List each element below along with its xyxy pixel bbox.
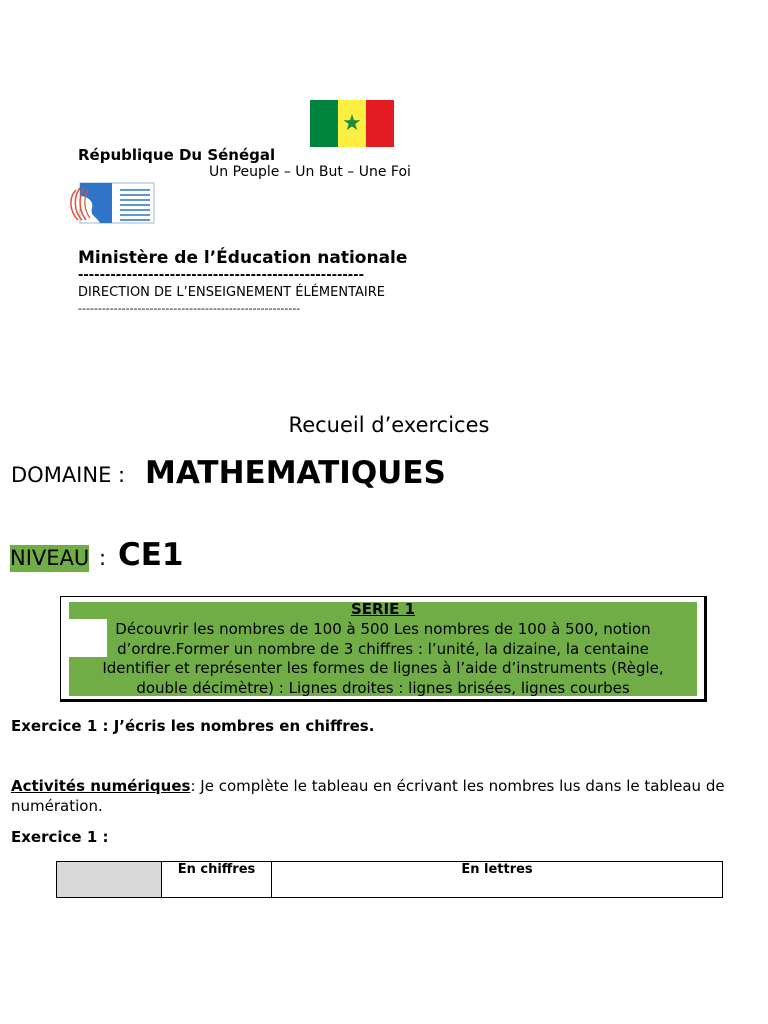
- serie-line: Découvrir les nombres de 100 à 500 Les nombres de 100 à 500, notion: [115, 620, 651, 638]
- niveau-colon: :: [99, 546, 107, 570]
- niveau-label: NIVEAU: [10, 546, 90, 570]
- numeration-table: [56, 861, 723, 898]
- activities-label: Activités numériques: [11, 777, 191, 795]
- table-header-cell: En chiffres: [162, 862, 272, 898]
- document-title: Recueil d’exercices: [288, 413, 490, 437]
- domaine-value: MATHEMATIQUES: [145, 455, 446, 491]
- serie-title: SERIE 1: [350, 600, 416, 618]
- domaine-label: DOMAINE :: [11, 463, 126, 487]
- table-header-cell: En lettres: [272, 862, 723, 898]
- ministry-name: Ministère de l’Éducation nationale: [78, 248, 408, 268]
- activities-paragraph: [11, 776, 756, 816]
- serie-line: d’ordre.Former un nombre de 3 chiffres : l’unité, la dizaine, la centaine: [117, 640, 649, 658]
- national-motto: Un Peuple – Un But – Une Foi: [209, 164, 411, 180]
- flag-star-icon: ★: [342, 111, 362, 136]
- direction-name: DIRECTION DE L’ENSEIGNEMENT ÉLÉMENTAIRE: [78, 285, 385, 300]
- senegal-flag: [310, 100, 394, 147]
- ministry-logo-icon: [70, 182, 156, 226]
- table-header-cell: [57, 862, 162, 898]
- serie-line: Identifier et représenter les formes de lignes à l’aide d’instruments (Règle,: [102, 659, 664, 677]
- activities-text: : Je complète le tableau en écrivant les nombres lus dans le tableau de numération.: [11, 777, 725, 815]
- exercise-heading: Exercice 1 : J’écris les nombres en chiffres.: [11, 717, 375, 735]
- separator-line: -----------------------------------------------------: [78, 268, 364, 283]
- republic-name: République Du Sénégal: [78, 146, 276, 164]
- niveau-value: CE1: [118, 537, 184, 573]
- separator-line: --------------------------------------------------------: [78, 302, 301, 315]
- serie-line: double décimètre) : Lignes droites : lignes brisées, lignes courbes: [136, 679, 630, 697]
- table-row: [57, 862, 723, 898]
- exercise-heading: Exercice 1 :: [11, 828, 109, 846]
